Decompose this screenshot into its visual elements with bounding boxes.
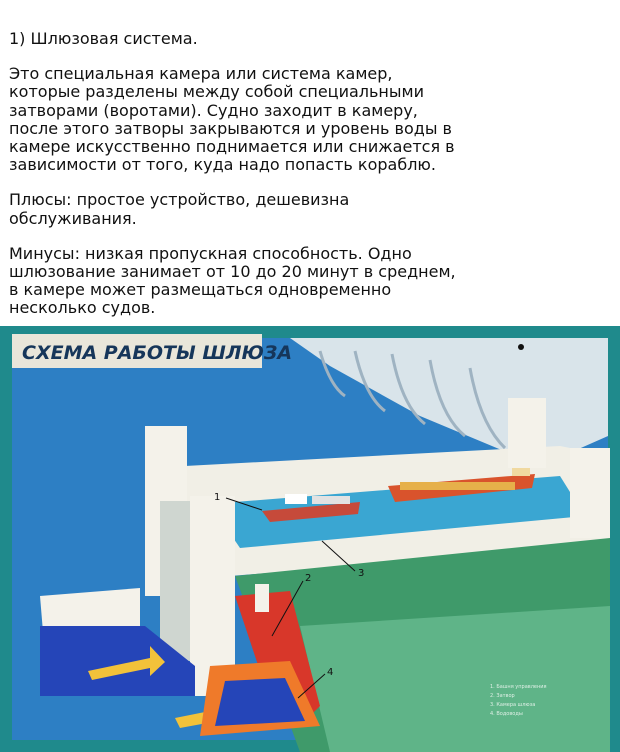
legend-item: 4. Водоводы — [490, 711, 523, 717]
lock-gate-grid — [160, 501, 190, 661]
tower-right-far — [508, 398, 546, 468]
poster-title: СХЕМА РАБОТЫ ШЛЮЗА — [22, 342, 293, 364]
callout-2: 2 — [305, 573, 312, 584]
legend-item: 2. Затвор — [490, 693, 515, 699]
gate-indicator — [255, 584, 269, 612]
pros-line: Плюсы: простое устройство, дешевизна — [9, 190, 350, 210]
lock-scheme-poster — [0, 326, 620, 752]
pros-paragraph — [9, 191, 609, 227]
cons-line: в камере может размещаться одновременно — [9, 280, 392, 300]
poster-dot — [518, 344, 524, 350]
article-heading — [9, 30, 609, 48]
cons-paragraph — [9, 245, 609, 318]
callout-1: 1 — [214, 492, 221, 503]
cons-line: несколько судов. — [9, 298, 156, 318]
heading-text: 1) Шлюзовая система. — [9, 29, 198, 48]
legend-item: 1. Башня управления — [490, 684, 547, 690]
description-line: Это специальная камера или система камер, — [9, 64, 393, 84]
callout-3: 3 — [358, 568, 365, 579]
callout-4: 4 — [327, 667, 334, 678]
description-line: затворами (воротами). Судно заходит в камеру, — [9, 100, 418, 120]
description-line: после этого затворы закрываются и уровень воды в — [9, 118, 452, 138]
tower-right-near — [570, 448, 610, 538]
description-paragraph — [9, 65, 609, 174]
description-line: камере искусственно поднимается или снижается в — [9, 137, 455, 157]
cons-line: шлюзование занимает от 10 до 20 минут в среднем, — [9, 262, 456, 282]
description-line: зависимости от того, куда надо попасть кораблю. — [9, 155, 436, 175]
cons-line: Минусы: низкая пропускная способность. Одно — [9, 243, 412, 263]
pros-line: обслуживания. — [9, 208, 137, 228]
article-text — [9, 30, 609, 335]
ground-grass-light — [300, 606, 610, 752]
description-line: которые разделены между собой специальными — [9, 82, 424, 102]
legend-item: 3. Камера шлюза — [490, 702, 536, 708]
